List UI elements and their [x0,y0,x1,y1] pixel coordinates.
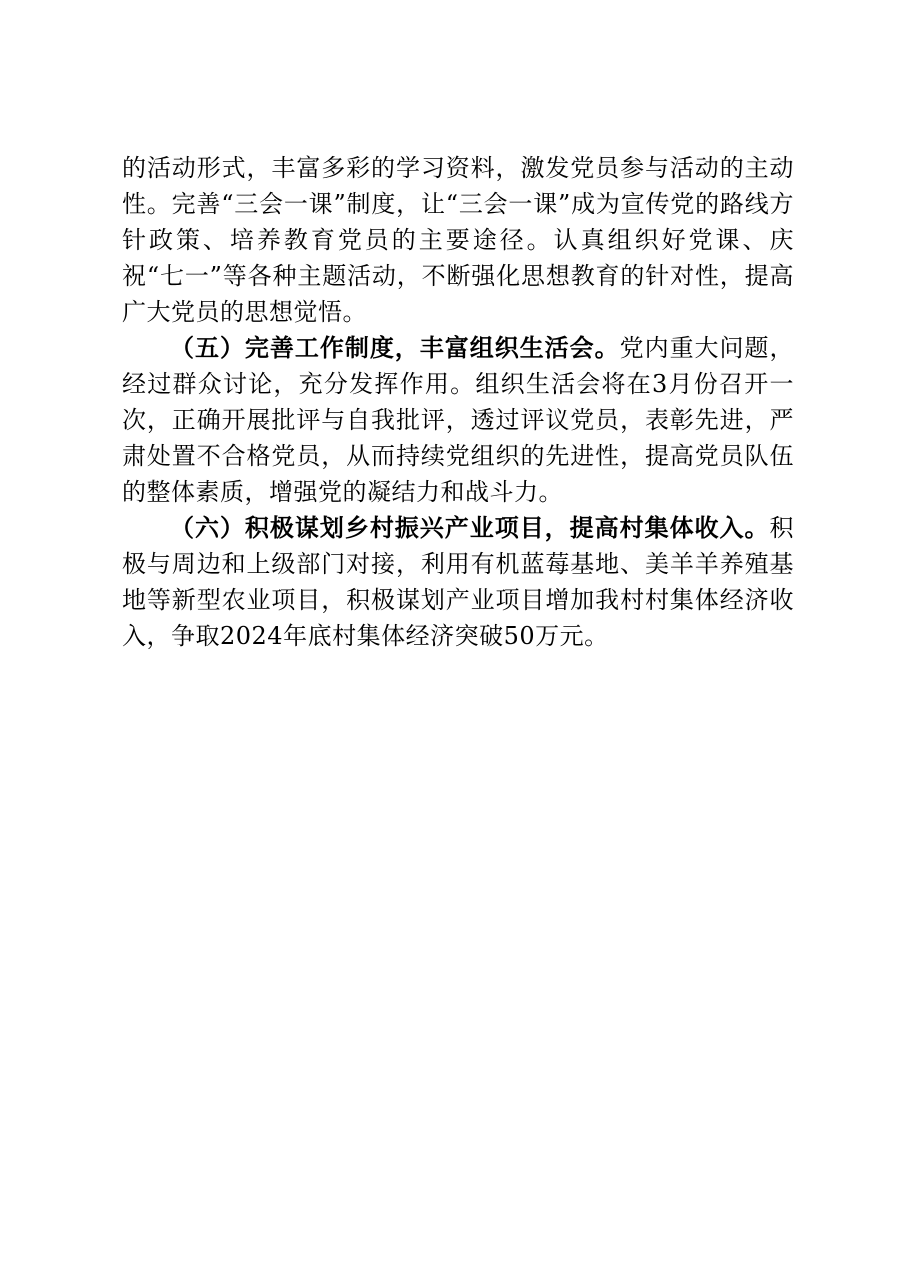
document-body [122,150,794,654]
section-heading: （五）完善工作制度，丰富组织生活会。 [170,333,620,362]
paragraph-section-five [122,330,794,510]
paragraph-text: 党内重大问题，经过群众讨论，充分发挥作用。组织生活会将在3月份召开一次，正确开展批评与自我批评，透过评议党员，表彰先进，严肃处置不合格党员，从而持续党组织的先进性，提高党员队伍的整体素质，增强党的凝结力和战斗力。 [122,334,794,506]
section-heading: （六）积极谋划乡村振兴产业项目，提高村集体收入。 [170,513,770,542]
paragraph-continued [122,150,794,330]
paragraph-text: 积极与周边和上级部门对接，利用有机蓝莓基地、美羊羊养殖基地等新型农业项目，积极谋划产业项目增加我村村集体经济收入，争取2024年底村集体经济突破50万元。 [122,514,794,650]
paragraph-text: 的活动形式，丰富多彩的学习资料，激发党员参与活动的主动性。完善“三会一课”制度，让“三会一课”成为宣传党的路线方针政策、培养教育党员的主要途径。认真组织好党课、庆祝“七一”等各种主题活动，不断强化思想教育的针对性，提高广大党员的思想觉悟。 [122,154,794,326]
paragraph-section-six [122,510,794,654]
